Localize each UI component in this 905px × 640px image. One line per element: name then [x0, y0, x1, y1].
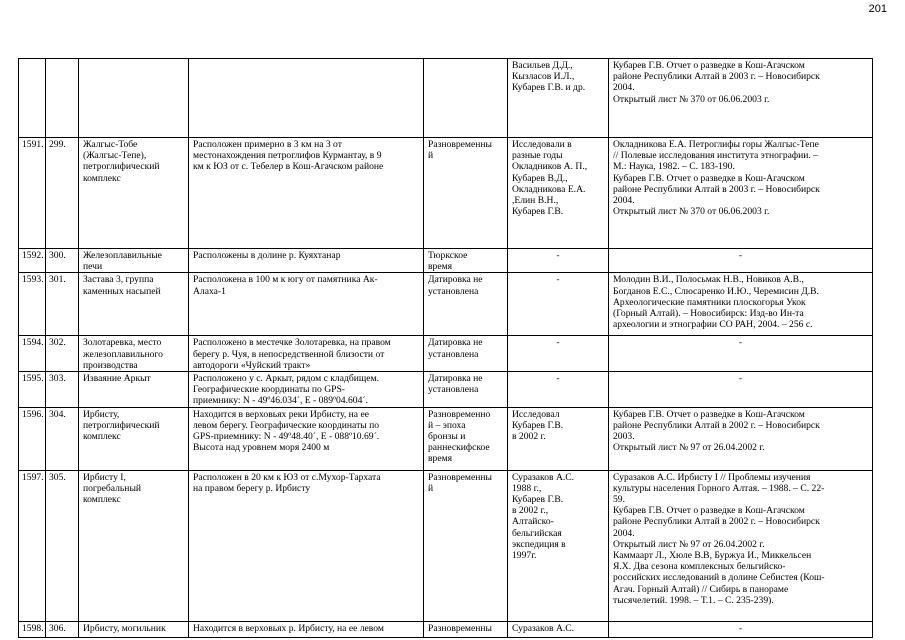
- cell-line: бельгийская: [512, 527, 562, 539]
- cell-dating: [424, 621, 508, 637]
- cell-line: 59.: [613, 494, 625, 506]
- cell-line: Расположены в долине р. Куяхтанар: [193, 250, 341, 261]
- cell-monument-name: [79, 336, 189, 372]
- cell-line: Ирбисту,: [83, 408, 120, 420]
- cell-line: й: [428, 150, 434, 162]
- cell-line: районе Республики Алтай в 2003 г. – Новосибирск: [613, 183, 820, 195]
- cell-monument-name: [79, 407, 189, 470]
- cell-line: Расположена в 100 м к югу от памятника Ак-: [193, 274, 378, 286]
- cell-line: Окладникова Е.А. Петроглифы горы Жалгыс-Тепе: [613, 139, 819, 150]
- cell-line: Географические координаты по GPS-: [193, 384, 346, 396]
- cell-line: Кубарев Г.В. Отчет о разведке в Кош-Агачском: [613, 408, 805, 420]
- cell-number: 1591.: [19, 138, 46, 249]
- cell-line: каменных насыпей: [83, 285, 161, 297]
- cell-line: время: [428, 453, 453, 465]
- table-row: [19, 407, 873, 470]
- cell-line: Кубарев Г.В.: [512, 206, 564, 218]
- cell-line: й: [428, 482, 434, 494]
- cell-line: бронзы и: [428, 431, 466, 443]
- cell-line: Тюркское: [428, 250, 468, 261]
- cell-number: 1597.: [19, 470, 46, 621]
- table-row: [19, 59, 873, 138]
- cell-location: [189, 138, 424, 249]
- cell-line: установлена: [428, 384, 479, 396]
- cell-line: Исследовал: [512, 408, 560, 420]
- cell-literature: [609, 470, 873, 621]
- cell-line: Открытый лист № 97 от 26.04.2002 г.: [613, 442, 765, 454]
- cell-number: 1592.: [19, 249, 46, 273]
- cell-dating: [424, 249, 508, 273]
- page-number: 201: [868, 3, 887, 15]
- cell-line: 2004.: [613, 82, 635, 94]
- cell-line: Алтайско-: [512, 516, 554, 528]
- cell-line: петроглифический: [83, 161, 160, 173]
- cell-location: [189, 249, 424, 273]
- cell-monument-name: [79, 621, 189, 637]
- cell-line: Расположено в местечке Золотаревка, на правом: [193, 337, 391, 349]
- cell-line: й – эпоха: [428, 419, 466, 431]
- cell-sub-number: 300.: [46, 249, 79, 273]
- cell-line: берегу р. Чуя, в непосредственной близости от: [193, 348, 385, 360]
- cell-line: 1997г.: [512, 550, 537, 562]
- cell-literature: [609, 407, 873, 470]
- cell-line: Богданов Е.С., Слюсаренко И.Ю., Черемисин Д.В.: [613, 285, 819, 297]
- cell-location: [189, 621, 424, 637]
- cell-line: Разновременны: [428, 139, 492, 150]
- cell-researchers: [508, 372, 609, 408]
- cell-line: Алаха-1: [193, 285, 226, 297]
- cell-line: // Полевые исследования института этнографии. –: [613, 150, 818, 162]
- cell-line: Окладников А. П.,: [512, 161, 588, 173]
- cell-line: Ирбисту, могильник: [83, 622, 166, 634]
- cell-line: Археологические памятники плоскогорья Укок: [613, 296, 806, 308]
- cell-line: Жалгыс-Тобе: [83, 139, 138, 150]
- cell-line: в 2002 г.,: [512, 505, 549, 517]
- cell-line: печи: [83, 261, 103, 273]
- cell-line: разные годы: [512, 150, 563, 162]
- cell-line: районе Республики Алтай в 2002 г. – Новосибирск: [613, 516, 820, 528]
- cell-dating: [424, 59, 508, 138]
- cell-line: Кубарев Г.В.: [512, 494, 564, 506]
- cell-literature: [609, 336, 873, 372]
- cell-line: левом берегу. Географические координаты по: [193, 419, 380, 431]
- cell-researchers: [508, 621, 609, 637]
- cell-researchers: [508, 470, 609, 621]
- table-row: [19, 372, 873, 408]
- cell-line: Васильев Д.Д.,: [512, 60, 573, 71]
- cell-line: (Жалгыс-Тепе),: [83, 150, 147, 162]
- cell-line: железоплавильного: [83, 348, 163, 360]
- cell-dating: [424, 336, 508, 372]
- cell-literature: [609, 372, 873, 408]
- cell-line: Исследовали в: [512, 139, 572, 150]
- cell-line: Агач. Горный Алтай) // Сибирь в панораме: [613, 583, 789, 595]
- cell-location: [189, 273, 424, 336]
- cell-researchers: [508, 138, 609, 249]
- cell-line: 1988 г.,: [512, 482, 542, 494]
- cell-line: Кызласов И.Л.,: [512, 71, 575, 83]
- cell-number: 1596.: [19, 407, 46, 470]
- cell-line: М.: Наука, 1982. – С. 183-190.: [613, 161, 735, 173]
- cell-line: Кубарев Г.В. Отчет о разведке в Кош-Агачском: [613, 505, 805, 517]
- cell-line: погребальный: [83, 482, 142, 494]
- cell-monument-name: [79, 470, 189, 621]
- cell-line: культуры населения Горного Алтая. – 1988. – С. 22-: [613, 482, 825, 494]
- cell-sub-number: 303.: [46, 372, 79, 408]
- cell-line: Окладникова Е.А.: [512, 183, 586, 195]
- cell-sub-number: 299.: [46, 138, 79, 249]
- cell-literature: [609, 273, 873, 336]
- cell-line: Ирбисту I,: [83, 471, 126, 483]
- cell-number: [19, 59, 46, 138]
- cell-line: -: [556, 274, 560, 286]
- cell-dating: [424, 470, 508, 621]
- cell-line: Находится в верховьях р. Ирбисту, на ее левом: [193, 622, 384, 634]
- cell-line: Разновременны: [428, 471, 492, 483]
- cell-line: комплекс: [83, 494, 121, 506]
- cell-line: Суразаков А.С.: [512, 622, 575, 634]
- cell-location: [189, 336, 424, 372]
- cell-monument-name: [79, 59, 189, 138]
- cell-line: -: [556, 250, 560, 261]
- cell-dating: [424, 138, 508, 249]
- cell-location: [189, 59, 424, 138]
- cell-line: районе Республики Алтай в 2003 г. – Новосибирск: [613, 71, 820, 83]
- cell-literature: [609, 59, 873, 138]
- cell-line: Кубарев Г.В. Отчет о разведке в Кош-Агачском: [613, 172, 805, 184]
- cell-line: -: [738, 250, 743, 261]
- cell-line: Суразаков А.С. Ирбисту I // Проблемы изучения: [613, 471, 811, 483]
- table-row: [19, 470, 873, 621]
- cell-line: время: [428, 261, 453, 273]
- cell-line: Открытый лист № 370 от 06.06.2003 г.: [613, 93, 770, 105]
- cell-line: Находится в верховьях реки Ирбисту, на ее: [193, 408, 369, 420]
- cell-location: [189, 470, 424, 621]
- cell-line: Расположено у с. Аркыт, рядом с кладбищем.: [193, 373, 379, 385]
- cell-location: [189, 407, 424, 470]
- cell-line: раннескифское: [428, 442, 490, 454]
- cell-line: Кубарев Г.В. и др.: [512, 82, 586, 94]
- cell-line: Застава 3, группа: [83, 274, 154, 286]
- cell-monument-name: [79, 273, 189, 336]
- cell-line: Разновременны: [428, 622, 492, 634]
- cell-literature: [609, 249, 873, 273]
- cell-line: Открытый лист № 370 от 06.06.2003 г.: [613, 206, 770, 218]
- cell-line: петроглифический: [83, 419, 160, 431]
- cell-line: -: [556, 373, 560, 385]
- cell-number: 1593.: [19, 273, 46, 336]
- cell-sub-number: [46, 59, 79, 138]
- cell-line: Молодин В.И., Полосьмак Н.В., Новиков А.В.,: [613, 274, 804, 286]
- cell-monument-name: [79, 249, 189, 273]
- table-row: [19, 138, 873, 249]
- cell-researchers: [508, 249, 609, 273]
- cell-line: Разновременно: [428, 408, 491, 420]
- cell-line: GPS-приемнику: N - 49º48.40´, E - 088º10.69´.: [193, 431, 380, 443]
- cell-line: -: [738, 373, 743, 385]
- cell-line: комплекс: [83, 431, 121, 443]
- table-row: [19, 621, 873, 637]
- cell-line: тысячелетий. 1998. – Т.1. – С. 235-239).: [613, 594, 774, 606]
- cell-line: на правом берегу р. Ирбисту: [193, 482, 311, 494]
- cell-line: установлена: [428, 285, 479, 297]
- cell-researchers: [508, 407, 609, 470]
- cell-line: районе Республики Алтай в 2002 г. – Новосибирск: [613, 419, 820, 431]
- cell-literature: [609, 621, 873, 637]
- cell-line: производства: [83, 359, 138, 371]
- cell-line: автодороги «Чуйский тракт»: [193, 359, 311, 371]
- cell-line: российских исследований в долине Себистея (Кош-: [613, 572, 825, 584]
- cell-line: -: [738, 622, 743, 634]
- cell-line: Кубарев В.Д.,: [512, 172, 568, 184]
- cell-dating: [424, 273, 508, 336]
- table-row: [19, 336, 873, 372]
- cell-line: Расположен в 20 км к ЮЗ от с.Мухор-Тархата: [193, 471, 381, 483]
- cell-line: -: [556, 337, 560, 349]
- cell-line: приемнику: N - 49º46.034´, E - 089º04.604´.: [193, 395, 368, 407]
- cell-sub-number: 304.: [46, 407, 79, 470]
- cell-line: Открытый лист № 97 от 26.04.2002 г.: [613, 538, 765, 550]
- cell-line: км к ЮЗ от с. Тебелер в Кош-Агачском районе: [193, 161, 384, 173]
- cell-line: Изваяние Аркыт: [83, 373, 151, 385]
- cell-line: Кубарев Г.В. Отчет о разведке в Кош-Агачском: [613, 60, 805, 71]
- cell-line: Я.Х. Два сезона комплексных бельгийско-: [613, 561, 786, 573]
- table-row: [19, 249, 873, 273]
- cell-line: Высота над уровнем моря 2400 м: [193, 442, 330, 454]
- cell-line: (Горный Алтай). – Новосибирск: Изд-во Ин-та: [613, 308, 804, 320]
- cell-line: местонахождения петроглифов Курмантау, в 9: [193, 150, 382, 162]
- cell-line: экспедиция в: [512, 538, 566, 550]
- cell-number: 1595.: [19, 372, 46, 408]
- table-row: [19, 273, 873, 336]
- cell-line: Кубарев Г.В.: [512, 419, 564, 431]
- cell-line: Золотаревка, место: [83, 337, 162, 349]
- cell-sub-number: 302.: [46, 336, 79, 372]
- cell-location: [189, 372, 424, 408]
- cell-line: Суразаков А.С.: [512, 471, 575, 483]
- cell-line: в 2002 г.: [512, 431, 546, 443]
- cell-sub-number: 306.: [46, 621, 79, 637]
- cell-researchers: [508, 59, 609, 138]
- cell-dating: [424, 372, 508, 408]
- cell-researchers: [508, 336, 609, 372]
- cell-line: 2003.: [613, 431, 635, 443]
- cell-line: 2004.: [613, 527, 635, 539]
- cell-monument-name: [79, 138, 189, 249]
- cell-line: 2004.: [613, 195, 635, 207]
- cell-line: Железоплавильные: [83, 250, 162, 261]
- cell-line: Расположен примерно в 3 км на 3 от: [193, 139, 342, 150]
- cell-dating: [424, 407, 508, 470]
- monuments-table: [18, 58, 873, 638]
- cell-sub-number: 305.: [46, 470, 79, 621]
- cell-number: 1594.: [19, 336, 46, 372]
- cell-line: комплекс: [83, 172, 121, 184]
- cell-line: Датировка не: [428, 337, 483, 349]
- cell-line: установлена: [428, 348, 479, 360]
- cell-line: ,Елин В.Н.,: [512, 195, 559, 207]
- cell-number: 1598.: [19, 621, 46, 637]
- cell-line: -: [738, 337, 743, 349]
- cell-sub-number: 301.: [46, 273, 79, 336]
- cell-researchers: [508, 273, 609, 336]
- cell-line: Каммаарт Л., Хюле В.В, Буржуа И., Миккельсен: [613, 550, 812, 562]
- cell-line: Датировка не: [428, 373, 483, 385]
- cell-monument-name: [79, 372, 189, 408]
- cell-line: археологии и этнографии СО РАН, 2004. – 256 с.: [613, 319, 813, 331]
- cell-literature: [609, 138, 873, 249]
- cell-line: Датировка не: [428, 274, 483, 286]
